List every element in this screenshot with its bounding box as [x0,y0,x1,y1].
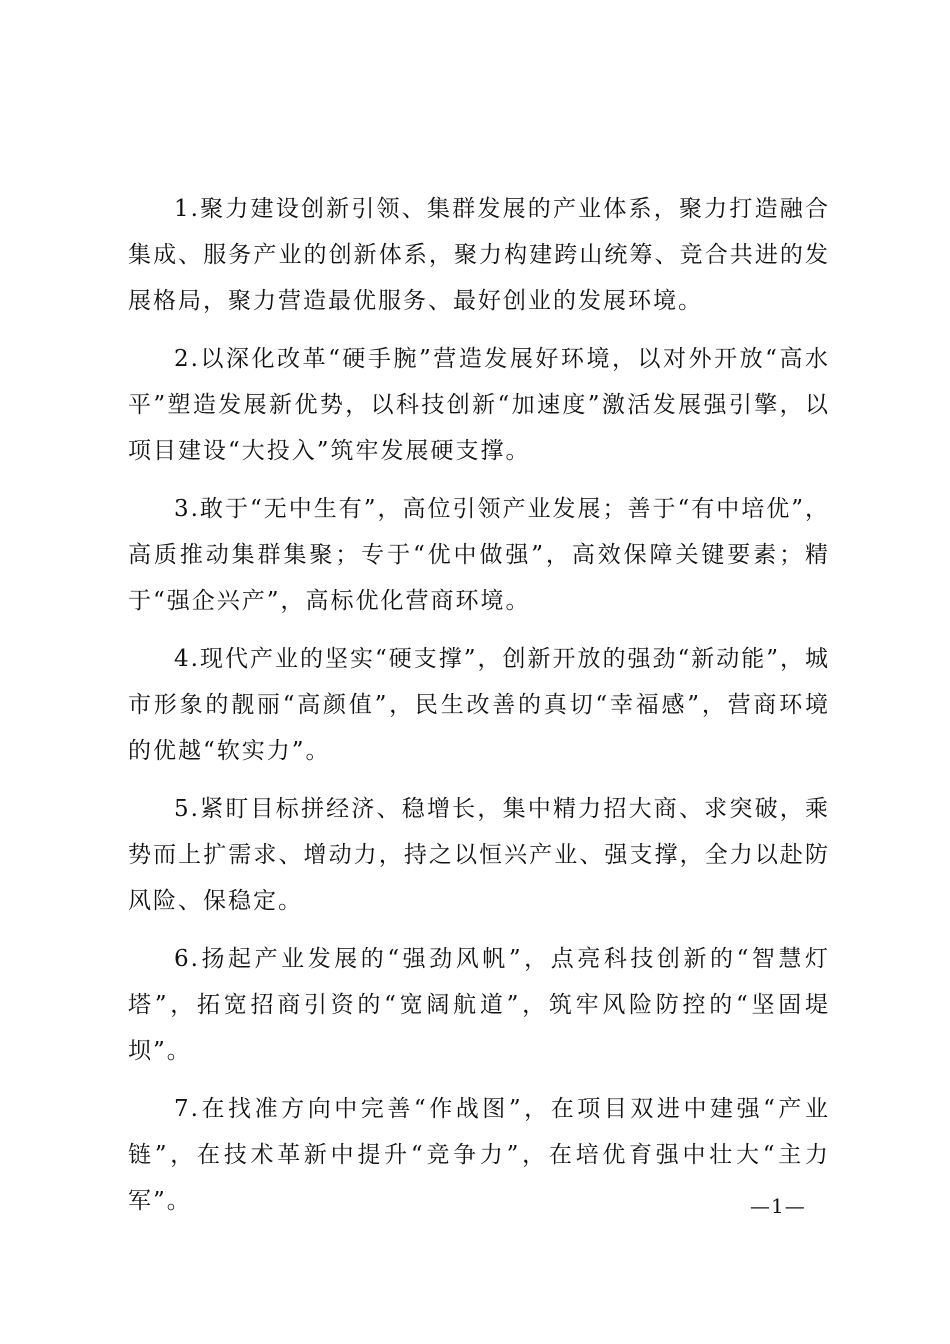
paragraph-3: 3.敢于“无中生有”，高位引领产业发展；善于“有中培优”，高质推动集群集聚；专于“优中做强”，高效保障关键要素；精于“强企兴产”，高标优化营商环境。 [128,496,830,614]
page-number: —1— [750,1194,806,1218]
paragraph-2: 2.以深化改革“硬手腕”营造发展好环境，以对外开放“高水平”塑造发展新优势，以科技创新“加速度”激活发展强引擎，以项目建设“大投入”筑牢发展硬支撑。 [128,346,830,464]
paragraph-5: 5.紧盯目标拼经济、稳增长，集中精力招大商、求突破，乘势而上扩需求、增动力，持之以恒兴产业、强支撑，全力以赴防风险、保稳定。 [128,796,830,914]
paragraph-1: 1.聚力建设创新引领、集群发展的产业体系，聚力打造融合集成、服务产业的创新体系，聚力构建跨山统筹、竞合共进的发展格局，聚力营造最优服务、最好创业的发展环境。 [128,196,830,314]
paragraph-7: 7.在找准方向中完善“作战图”，在项目双进中建强“产业链”，在技术革新中提升“竞争力”，在培优育强中壮大“主力军”。 [128,1096,830,1214]
paragraph-6: 6.扬起产业发展的“强劲风帆”，点亮科技创新的“智慧灯塔”，拓宽招商引资的“宽阔航道”，筑牢风险防控的“坚固堤坝”。 [128,946,830,1064]
document-body [128,186,830,1236]
paragraph-4: 4.现代产业的坚实“硬支撑”，创新开放的强劲“新动能”，城市形象的靓丽“高颜值”，民生改善的真切“幸福感”，营商环境的优越“软实力”。 [128,646,830,764]
